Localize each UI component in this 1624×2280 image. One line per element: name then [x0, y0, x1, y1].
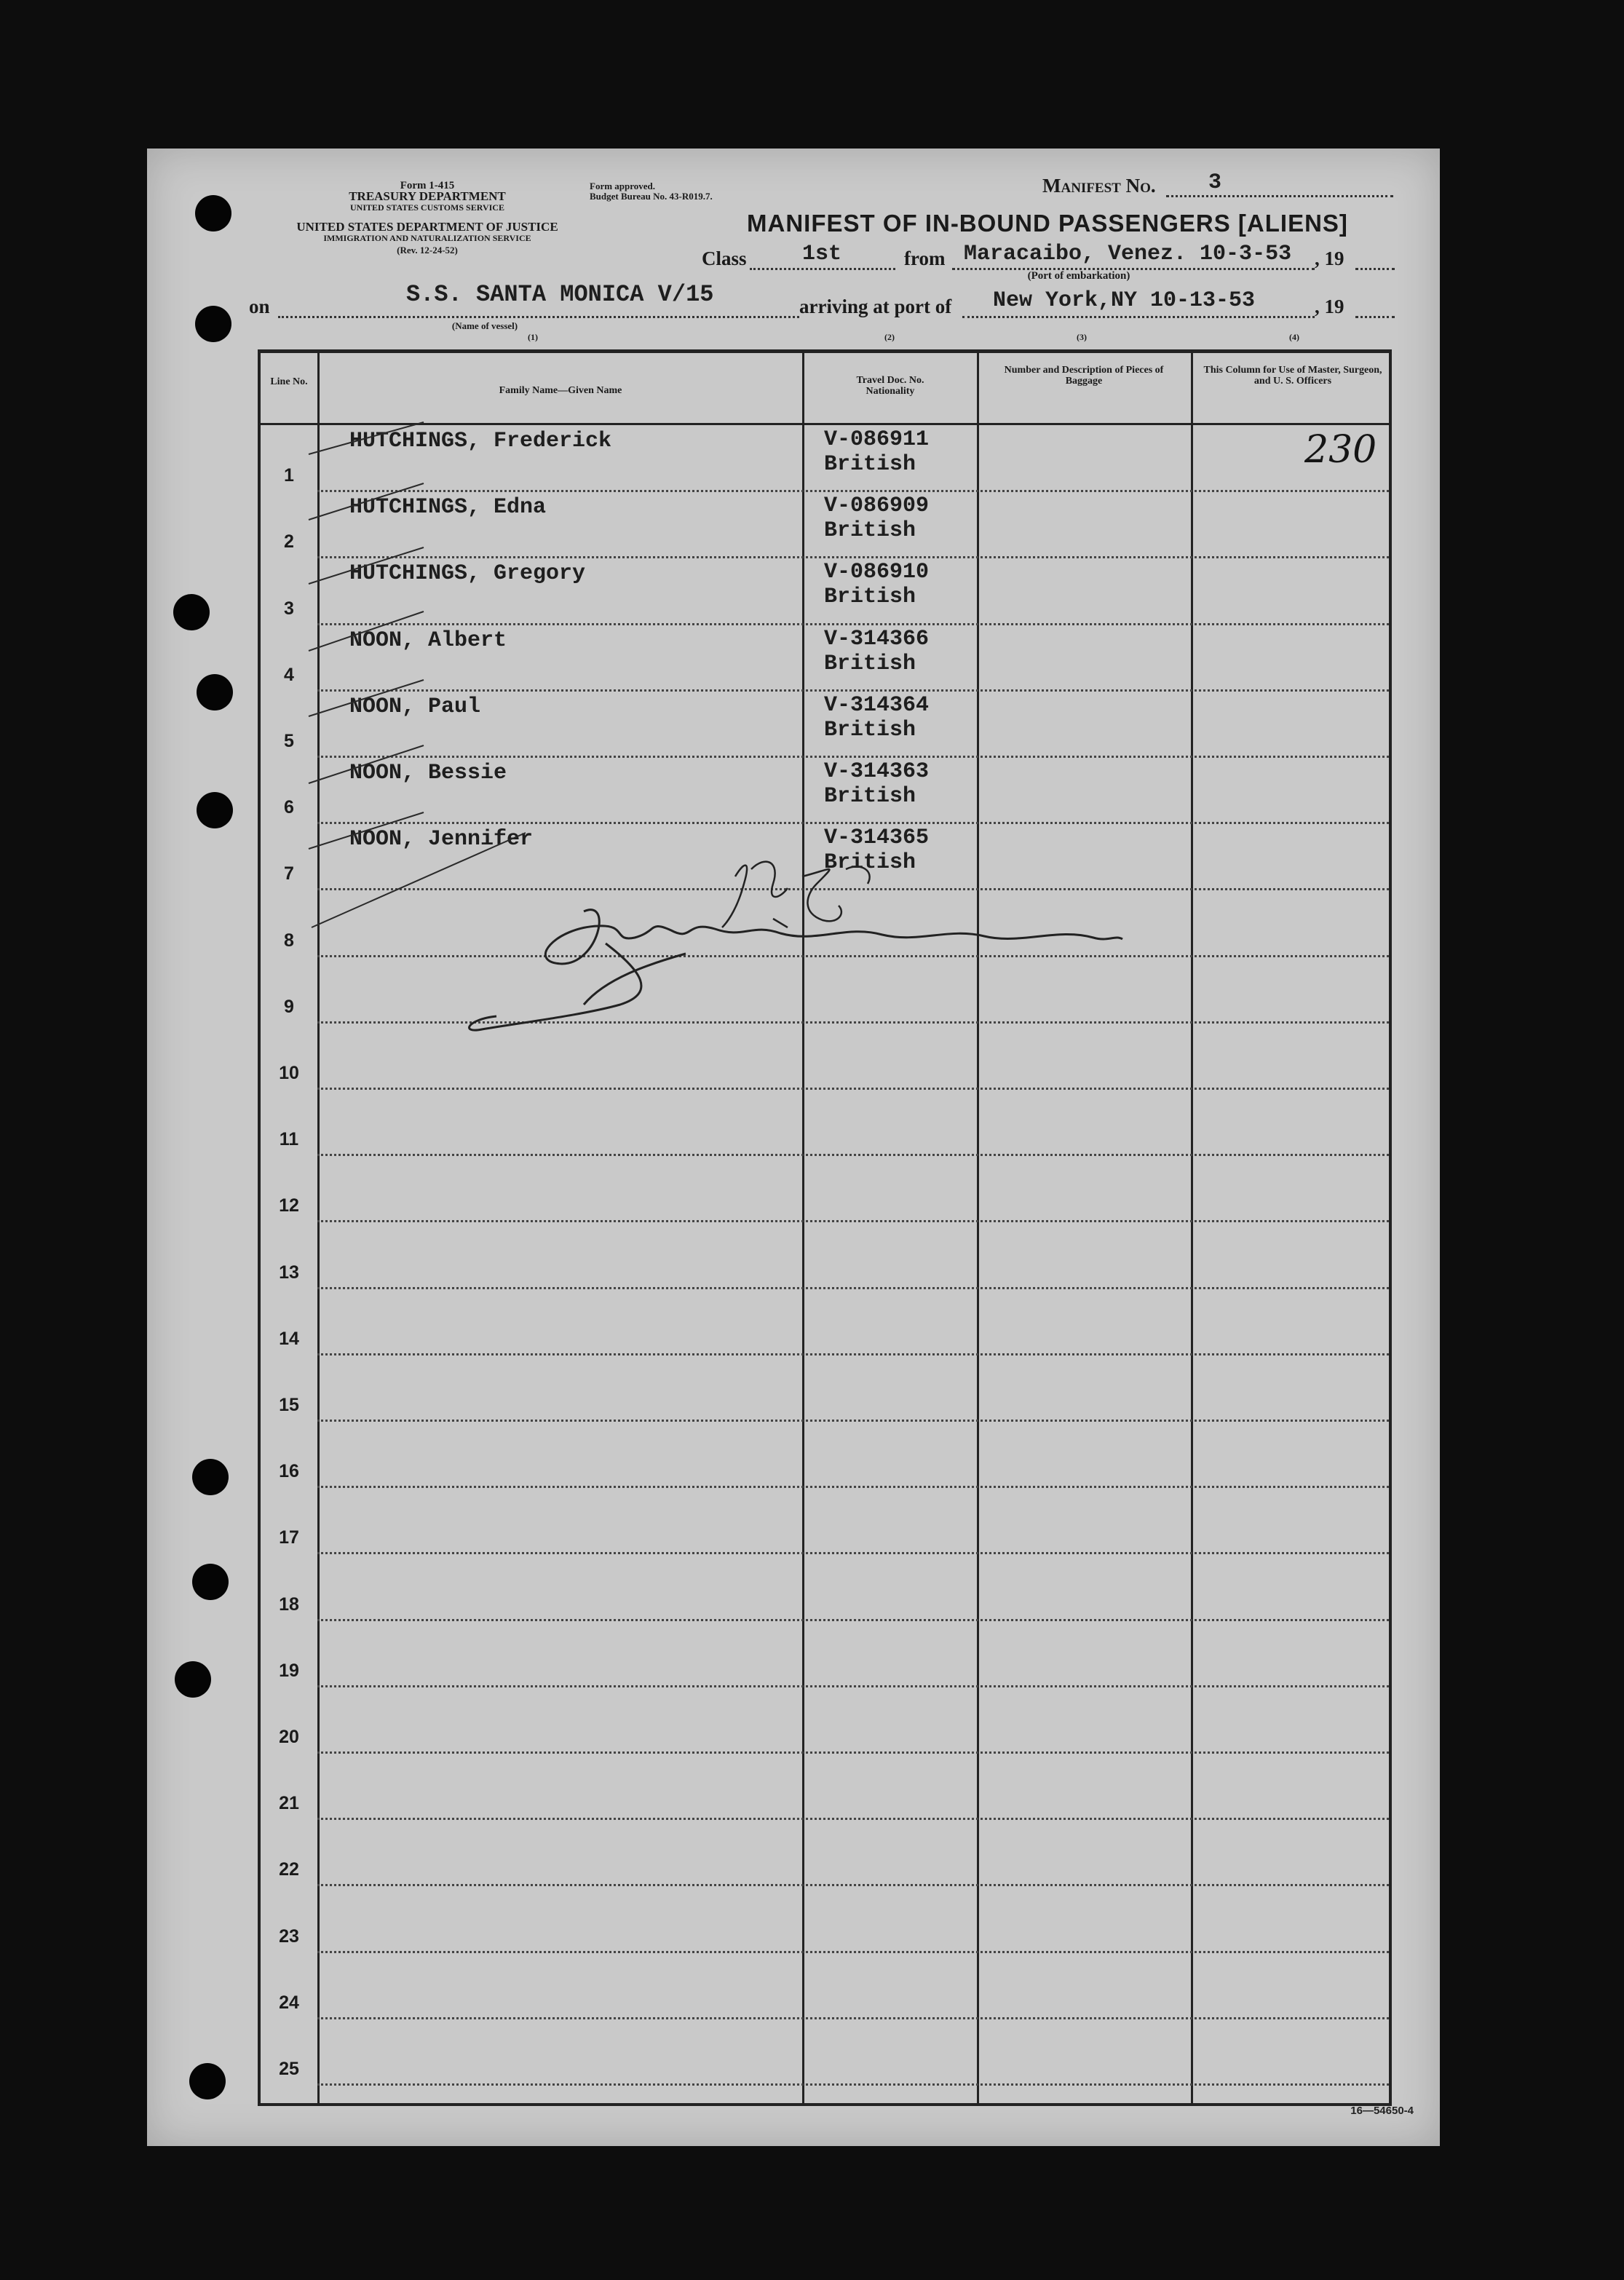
manifest-number-label: Manifest No.	[1042, 175, 1156, 197]
binder-hole	[197, 792, 233, 828]
form-approved: Form approved.	[590, 181, 656, 191]
header-travel-doc: Travel Doc. No. Nationality	[856, 375, 924, 397]
line-number: 8	[284, 930, 294, 951]
nationality: British	[824, 651, 916, 676]
signature-text	[584, 920, 684, 941]
header-line-no: Line No.	[270, 376, 308, 387]
passenger-name: NOON, Albert	[349, 628, 507, 653]
nationality: British	[824, 784, 916, 809]
revision-date: (Rev. 12-24-52)	[397, 245, 458, 256]
class-value: 1st	[802, 242, 842, 266]
passenger-name: NOON, Jennifer	[349, 827, 534, 852]
line-number: 14	[279, 1328, 299, 1349]
line-number: 20	[279, 1726, 299, 1747]
line-number: 7	[284, 863, 294, 884]
arriving-label: arriving at port of	[799, 296, 952, 317]
form-code: 16—54650-4	[1350, 2105, 1414, 2117]
ins-service: IMMIGRATION AND NATURALIZATION SERVICE	[323, 233, 531, 243]
line-number: 3	[284, 598, 294, 619]
manifest-page	[147, 149, 1440, 2146]
manifest-title: MANIFEST OF IN-BOUND PASSENGERS [ALIENS]	[747, 210, 1348, 237]
manifest-number-value: 3	[1208, 170, 1222, 195]
line-number: 6	[284, 797, 294, 818]
arriving-value: New York,NY 10-13-53	[993, 288, 1256, 313]
line-number: 15	[279, 1394, 299, 1415]
treasury-department: TREASURY DEPARTMENT	[349, 189, 506, 203]
line-number: 16	[279, 1461, 299, 1482]
line-number: 23	[279, 1925, 299, 1947]
line-number: 2	[284, 531, 294, 553]
line-number: 11	[279, 1129, 299, 1150]
travel-doc-number: V-086911	[824, 427, 930, 452]
budget-bureau: Budget Bureau No. 43-R019.7.	[590, 191, 713, 202]
signature	[470, 910, 1122, 1030]
line-number: 24	[279, 1992, 299, 2013]
nationality: British	[824, 585, 916, 610]
header-officers-use: This Column for Use of Master, Surgeon, and U. S. Officers	[1203, 365, 1382, 387]
binder-hole	[192, 1459, 229, 1495]
line-number: 18	[279, 1594, 299, 1615]
column-number-4: (4)	[1289, 332, 1299, 342]
binder-hole	[195, 195, 231, 231]
from-label: from	[904, 248, 946, 269]
passenger-name: HUTCHINGS, Edna	[349, 495, 547, 520]
row-tick-marks	[309, 422, 526, 927]
year-suffix-2: , 19	[1315, 296, 1344, 317]
travel-doc-number: V-314364	[824, 692, 930, 718]
passenger-name: NOON, Paul	[349, 694, 481, 719]
on-label: on	[249, 296, 270, 317]
port-embarkation-note: (Port of embarkation)	[1027, 270, 1130, 282]
line-number: 1	[284, 465, 294, 486]
header-baggage: Number and Description of Pieces of Baggage	[1004, 365, 1164, 387]
line-number: 21	[279, 1793, 299, 1814]
line-number: 22	[279, 1859, 299, 1880]
nationality: British	[824, 518, 916, 544]
travel-doc-number: V-086909	[824, 494, 930, 519]
column-number-3: (3)	[1077, 332, 1087, 342]
officer-count-handwritten: 230	[1304, 428, 1377, 472]
line-number: 12	[279, 1195, 299, 1216]
column-number-1: (1)	[528, 332, 538, 342]
line-number: 13	[279, 1262, 299, 1283]
binder-hole	[197, 674, 233, 710]
customs-service: UNITED STATES CUSTOMS SERVICE	[350, 202, 504, 213]
passenger-name: HUTCHINGS, Gregory	[349, 561, 586, 587]
class-label: Class	[702, 248, 747, 269]
handwriting-overlay	[147, 149, 1440, 2146]
binder-hole	[173, 594, 210, 630]
line-number: 19	[279, 1660, 299, 1681]
binder-hole	[192, 1564, 229, 1600]
line-number: 4	[284, 664, 294, 685]
header-family-name: Family Name—Given Name	[499, 385, 622, 396]
nationality: British	[824, 717, 916, 743]
travel-doc-number: V-314366	[824, 626, 930, 652]
travel-doc-number: V-314365	[824, 826, 930, 851]
binder-hole	[175, 1661, 211, 1698]
line-number: 17	[279, 1527, 299, 1548]
line-number: 9	[284, 996, 294, 1017]
line-number: 25	[279, 2058, 299, 2079]
passenger-name: NOON, Bessie	[349, 761, 507, 785]
binder-hole	[195, 306, 231, 342]
nationality: British	[824, 452, 916, 477]
nationality: British	[824, 850, 916, 876]
note-number-text	[729, 891, 768, 911]
binder-hole	[189, 2063, 226, 2099]
from-value: Maracaibo, Venez. 10-3-53	[964, 242, 1292, 266]
justice-department: UNITED STATES DEPARTMENT OF JUSTICE	[296, 220, 558, 234]
column-number-2: (2)	[884, 332, 895, 342]
year-suffix-1: , 19	[1315, 248, 1344, 269]
line-number: 10	[279, 1062, 299, 1083]
vessel-value: S.S. SANTA MONICA V/15	[406, 281, 714, 308]
travel-doc-number: V-314363	[824, 759, 930, 784]
line-number: 5	[284, 730, 294, 751]
vessel-note: (Name of vessel)	[451, 320, 518, 331]
travel-doc-number: V-086910	[824, 560, 930, 585]
form-number: Form 1-415	[400, 180, 455, 191]
passenger-name: HUTCHINGS, Frederick	[349, 429, 612, 454]
